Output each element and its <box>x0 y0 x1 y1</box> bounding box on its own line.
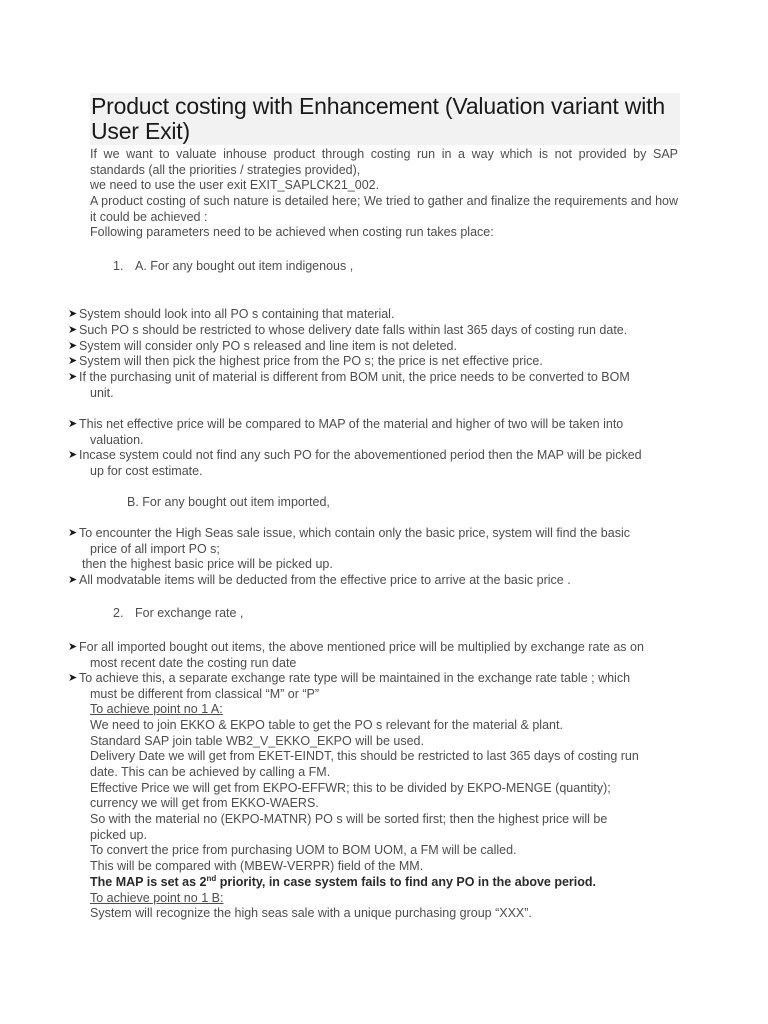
bullet-text: To achieve this, a separate exchange rate type will be maintained in the exchange rate table ; which <box>79 671 631 685</box>
arrow-bullet-icon: ➤ <box>68 641 78 653</box>
bullet-extra-line: then the highest basic price will be picked up. <box>82 557 333 571</box>
arrow-bullet-icon: ➤ <box>68 324 78 336</box>
section-1a-heading: A. For any bought out item indigenous , <box>135 259 354 273</box>
bullet-item <box>68 671 680 702</box>
bullet-continuation: most recent date the costing run date <box>90 655 297 670</box>
map-priority-note <box>90 875 596 891</box>
achieve-1a-line: picked up. <box>90 828 147 842</box>
bullet-item <box>68 339 680 355</box>
bullet-continuation: up for cost estimate. <box>90 463 203 478</box>
section-2-number: 2. <box>113 606 124 620</box>
achieve-1a-line: To convert the price from purchasing UOM to BOM UOM, a FM will be called. <box>90 843 517 857</box>
bullet-text: This net effective price will be compared to MAP of the material and higher of two will be taken into <box>79 417 624 431</box>
arrow-bullet-icon: ➤ <box>68 672 78 684</box>
achieve-1a-line: Effective Price we will get from EKPO-EFFWR; this to be divided by EKPO-MENGE (quantity); <box>90 781 611 795</box>
achieve-1a-line: currency we will get from EKKO-WAERS. <box>90 796 319 810</box>
section-2-heading: For exchange rate , <box>135 606 244 620</box>
section-1b-heading: B. For any bought out item imported, <box>127 495 330 509</box>
bullet-item <box>68 448 680 479</box>
achieve-1a-line: Standard SAP join table WB2_V_EKKO_EKPO will be used. <box>90 734 424 748</box>
achieve-1a-line: So with the material no (EKPO-MATNR) PO s will be sorted first; then the highest price will be <box>90 812 608 826</box>
arrow-bullet-icon: ➤ <box>68 308 78 320</box>
bullet-item <box>68 323 680 339</box>
bullet-text: System will then pick the highest price from the PO s; the price is net effective price. <box>79 354 543 368</box>
achieve-1a-line: This will be compared with (MBEW-VERPR) field of the MM. <box>90 859 424 873</box>
arrow-bullet-icon: ➤ <box>68 355 78 367</box>
intro-paragraph-3: A product costing of such nature is detailed here; We tried to gather and finalize the requirements and how it could be achieved : <box>90 194 678 224</box>
achieve-1a-heading: To achieve point no 1 A: <box>90 702 223 716</box>
map-priority-text: The MAP is set as 2 <box>90 875 207 889</box>
achieve-1b-line: System will recognize the high seas sale with a unique purchasing group “XXX”. <box>90 906 532 920</box>
bullet-text: Incase system could not find any such PO for the abovementioned period then the MAP will be picked <box>79 448 642 462</box>
bullet-text: Such PO s should be restricted to whose delivery date falls within last 365 days of costing run date. <box>79 323 628 337</box>
achieve-1a-line: Delivery Date we will get from EKET-EINDT, this should be restricted to last 365 days of costing run <box>90 749 639 763</box>
bullet-item <box>68 526 680 557</box>
bullet-continuation: price of all import PO s; <box>90 541 220 556</box>
title-line-1: Product costing with Enhancement (Valuation variant with <box>91 93 665 119</box>
bullet-continuation: valuation. <box>90 432 144 447</box>
section-1-number: 1. <box>113 259 124 273</box>
arrow-bullet-icon: ➤ <box>68 449 78 461</box>
intro-paragraph-4: Following parameters need to be achieved when costing run takes place: <box>90 225 494 239</box>
bullet-item <box>68 640 680 671</box>
map-priority-superscript: nd <box>206 873 217 883</box>
intro-paragraph-1: If we want to valuate inhouse product through costing run in a way which is not provided by SAP standards (all the priorities / strategies provided), <box>90 147 678 177</box>
achieve-1b-heading: To achieve point no 1 B: <box>90 891 224 905</box>
bullet-item <box>68 370 680 401</box>
map-priority-text-end: priority, in case system fails to find any PO in the above period. <box>216 875 597 889</box>
arrow-bullet-icon: ➤ <box>68 418 78 430</box>
arrow-bullet-icon: ➤ <box>68 527 78 539</box>
arrow-bullet-icon: ➤ <box>68 371 78 383</box>
intro-paragraph-2: we need to use the user exit EXIT_SAPLCK21_002. <box>90 178 380 192</box>
bullet-text: All modvatable items will be deducted from the effective price to arrive at the basic price . <box>79 573 571 587</box>
bullet-item <box>68 307 680 323</box>
bullet-item <box>68 354 680 370</box>
arrow-bullet-icon: ➤ <box>68 340 78 352</box>
bullet-text: To encounter the High Seas sale issue, which contain only the basic price, system will find the basic <box>79 526 630 540</box>
bullet-text: For all imported bought out items, the above mentioned price will be multiplied by exchange rate as on <box>79 640 644 654</box>
bullet-text: System will consider only PO s released and line item is not deleted. <box>79 339 457 353</box>
bullet-item <box>68 417 680 448</box>
bullet-text: If the purchasing unit of material is different from BOM unit, the price needs to be converted to BOM <box>79 370 630 384</box>
achieve-1a-line: date. This can be achieved by calling a FM. <box>90 765 331 779</box>
bullet-continuation: unit. <box>90 385 114 400</box>
page-title <box>90 93 680 145</box>
achieve-1a-line: We need to join EKKO & EKPO table to get the PO s relevant for the material & plant. <box>90 718 563 732</box>
title-line-2: User Exit) <box>91 118 190 144</box>
bullet-continuation: must be different from classical “M” or “P” <box>90 686 319 701</box>
bullet-text: System should look into all PO s containing that material. <box>79 307 395 321</box>
bullet-item <box>68 573 680 589</box>
arrow-bullet-icon: ➤ <box>68 574 78 586</box>
